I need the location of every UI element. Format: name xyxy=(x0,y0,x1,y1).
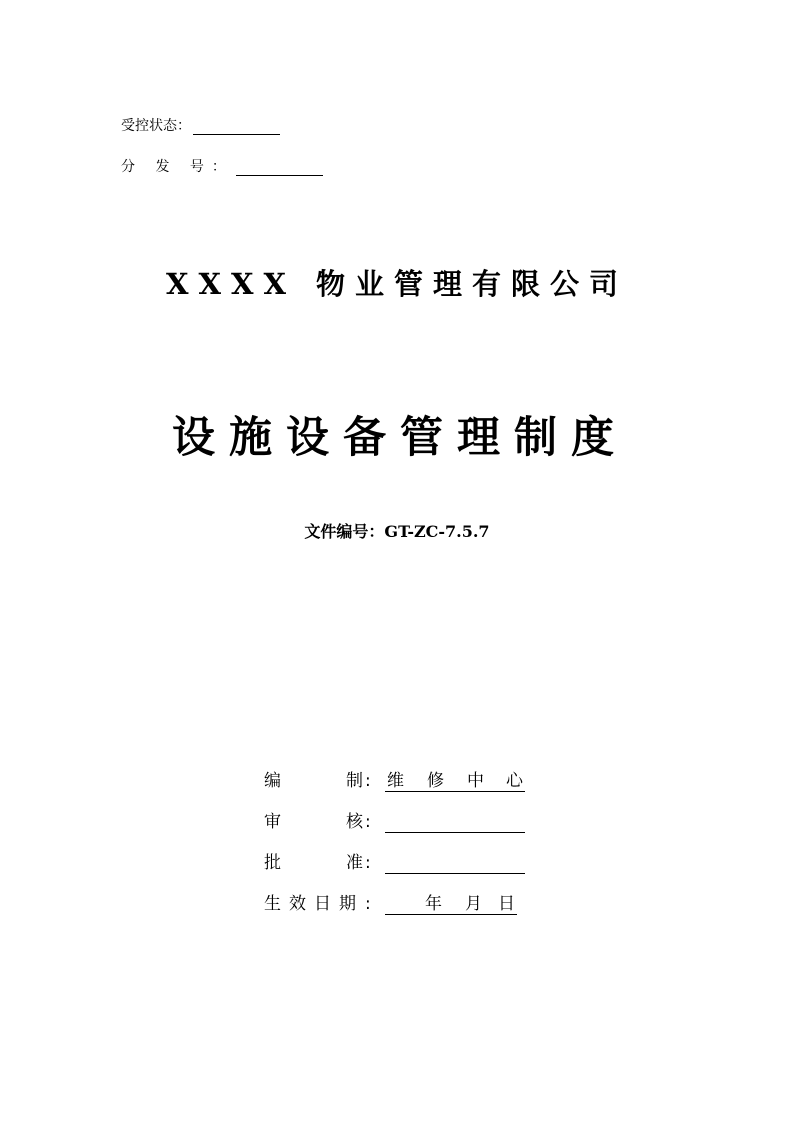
control-status-row xyxy=(121,117,280,135)
year-label: 年 xyxy=(425,894,442,914)
review-colon: : xyxy=(365,812,371,832)
distribution-number-label: 分 发 号： xyxy=(121,159,234,175)
approve-blank xyxy=(385,852,525,874)
compile-colon: : xyxy=(365,771,371,791)
compile-label-first: 编 xyxy=(264,771,281,791)
effective-date-label: 生效日期 xyxy=(264,894,364,914)
approve-label-first: 批 xyxy=(264,853,281,873)
compile-value xyxy=(385,770,525,792)
compile-value-char: 修 xyxy=(427,771,444,791)
approve-colon: : xyxy=(365,853,371,873)
compile-value-char: 维 xyxy=(387,771,404,791)
effective-date-colon: : xyxy=(365,894,371,914)
review-blank xyxy=(385,811,525,833)
distribution-number-blank xyxy=(236,160,323,176)
approve-label-second: 准 xyxy=(346,853,363,873)
compile-value-char: 心 xyxy=(506,771,523,791)
control-status-label: 受控状态： xyxy=(121,118,191,134)
compile-value-char: 中 xyxy=(467,771,484,791)
review-label-first: 审 xyxy=(264,812,281,832)
day-label: 日 xyxy=(498,894,515,914)
compile-label-second: 制 xyxy=(346,771,363,791)
document-title: 设施设备管理制度 xyxy=(172,413,628,463)
company-name: XXXX 物业管理有限公司 xyxy=(165,267,629,301)
distribution-number-row xyxy=(121,158,323,176)
month-label: 月 xyxy=(465,894,482,914)
effective-date-value xyxy=(385,893,517,915)
document-number: 文件编号：GT-ZC-7.5.7 xyxy=(304,522,490,541)
control-status-blank xyxy=(193,119,280,135)
review-label-second: 核 xyxy=(346,812,363,832)
